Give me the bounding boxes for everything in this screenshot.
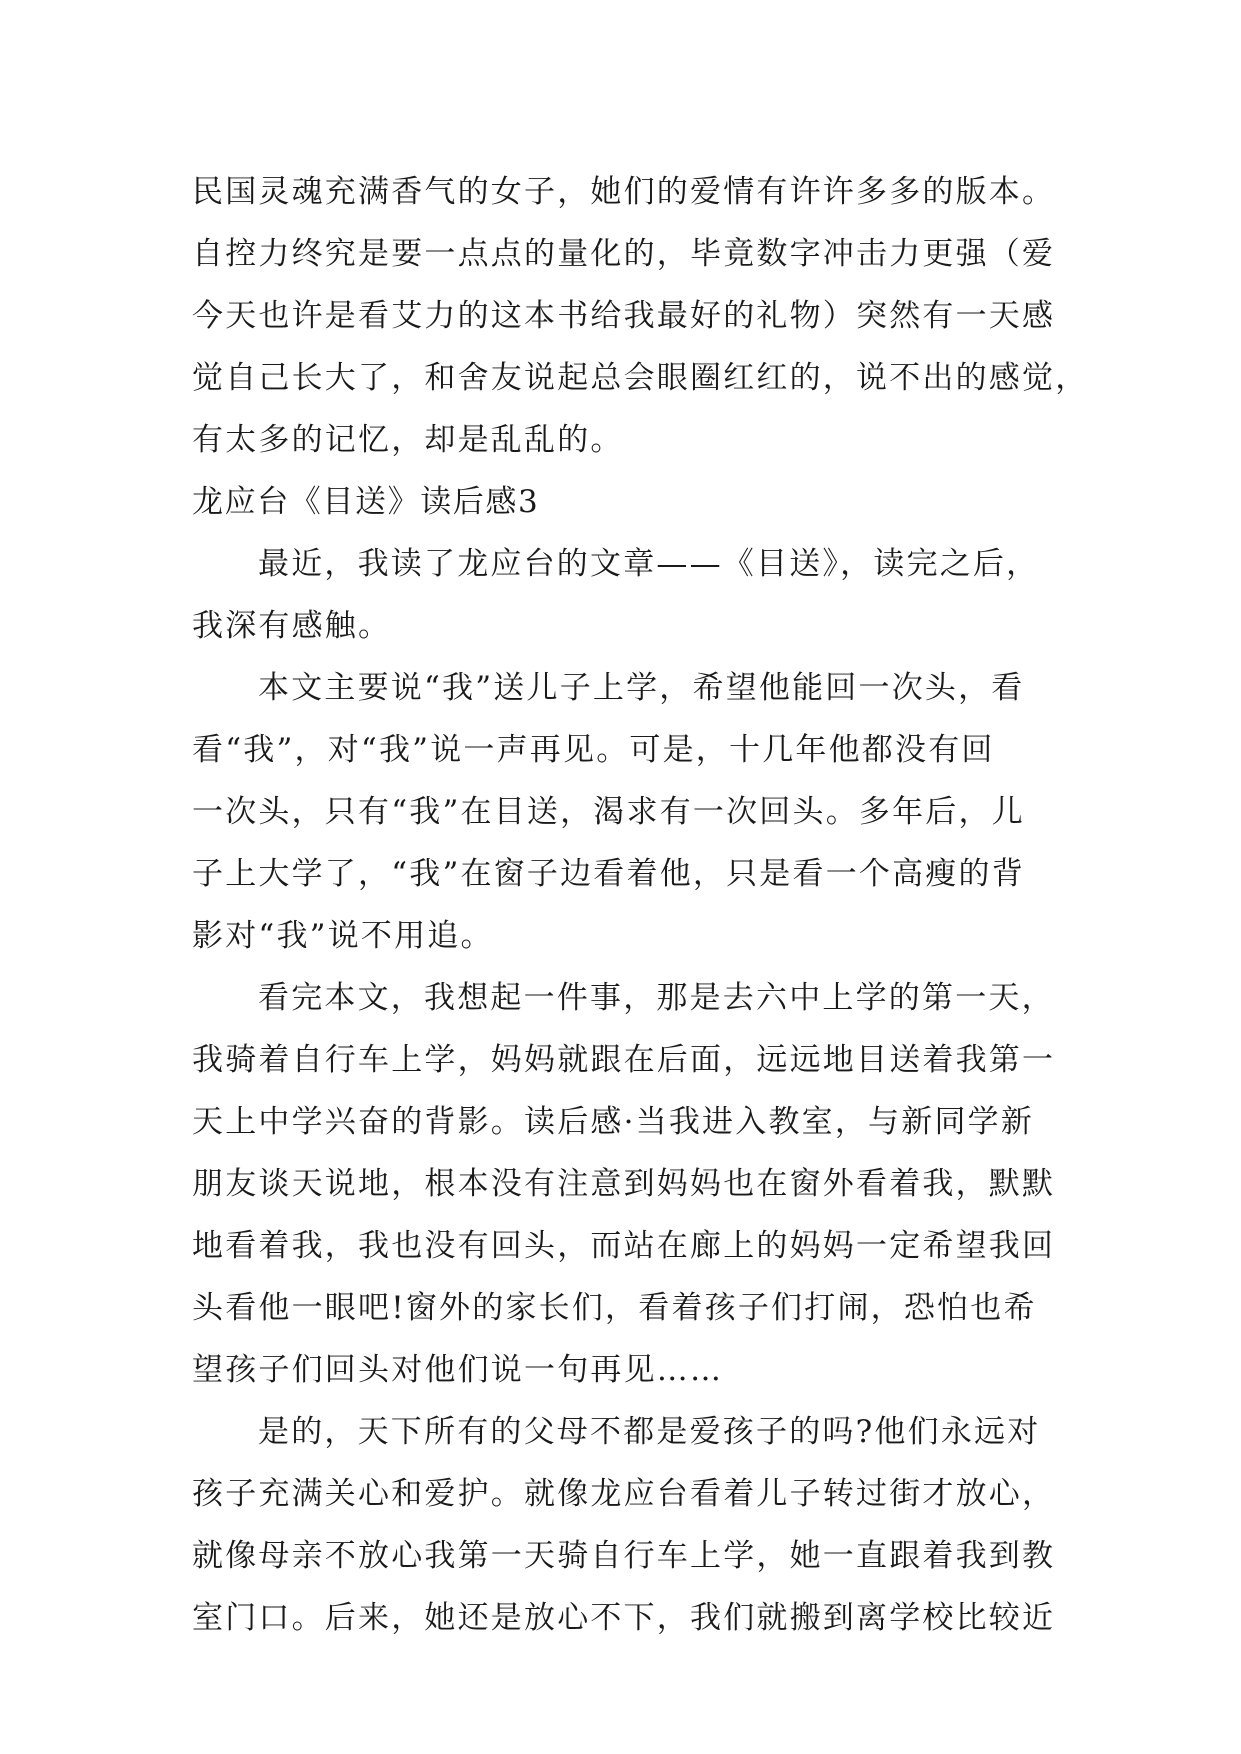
text-line: 子上大学了，“我”在窗子边看着他，只是看一个高瘦的背 [192,856,1025,892]
text-line: 是的，天下所有的父母不都是爱孩子的吗?他们永远对 [258,1414,1041,1450]
text-line: 今天也许是看艾力的这本书给我最好的礼物）突然有一天感 [192,298,1056,334]
text-line: 我骑着自行车上学，妈妈就跟在后面，远远地目送着我第一 [192,1042,1056,1078]
text-line: 地看着我，我也没有回头，而站在廊上的妈妈一定希望我回 [192,1228,1056,1264]
text-line: 室门口。后来，她还是放心不下，我们就搬到离学校比较近 [192,1600,1056,1636]
text-line: 朋友谈天说地，根本没有注意到妈妈也在窗外看着我，默默 [192,1166,1056,1202]
paragraph [192,657,1072,967]
paragraph [192,967,1072,1401]
paragraph [192,533,1072,657]
text-line: 有太多的记忆，却是乱乱的。 [192,422,624,458]
text-line: 自控力终究是要一点点的量化的，毕竟数字冲击力更强（爱 [192,236,1056,272]
text-line: 看“我”，对“我”说一声再见。可是，十几年他都没有回 [192,732,995,768]
text-line: 觉自己长大了，和舍友说起总会眼圈红红的，说不出的感觉， [192,360,1089,396]
text-line: 孩子充满关心和爱护。就像龙应台看着儿子转过街才放心， [192,1476,1056,1512]
text-line: 我深有感触。 [192,608,392,644]
text-line: 看完本文，我想起一件事，那是去六中上学的第一天， [258,980,1055,1016]
paragraph [192,1401,1072,1649]
text-line: 就像母亲不放心我第一天骑自行车上学，她一直跟着我到教 [192,1538,1056,1574]
intro-paragraph [192,161,1089,471]
text-line: 本文主要说“我”送儿子上学，希望他能回一次头，看 [258,670,1025,706]
section-title: 龙应台《目送》读后感3 [192,484,540,520]
text-line: 一次头，只有“我”在目送，渴求有一次回头。多年后，儿 [192,794,1025,830]
text-line: 民国灵魂充满香气的女子，她们的爱情有许许多多的版本。 [192,174,1056,210]
text-line: 最近，我读了龙应台的文章——《目送》，读完之后， [258,546,1040,582]
text-line: 头看他一眼吧!窗外的家长们，看着孩子们打闹，恐怕也希 [192,1290,1037,1326]
text-line: 影对“我”说不用追。 [192,918,494,954]
document-body [192,161,1089,1649]
text-line: 天上中学兴奋的背影。读后感·当我进入教室，与新同学新 [192,1104,1035,1140]
text-line: 望孩子们回头对他们说一句再见…… [192,1352,724,1388]
